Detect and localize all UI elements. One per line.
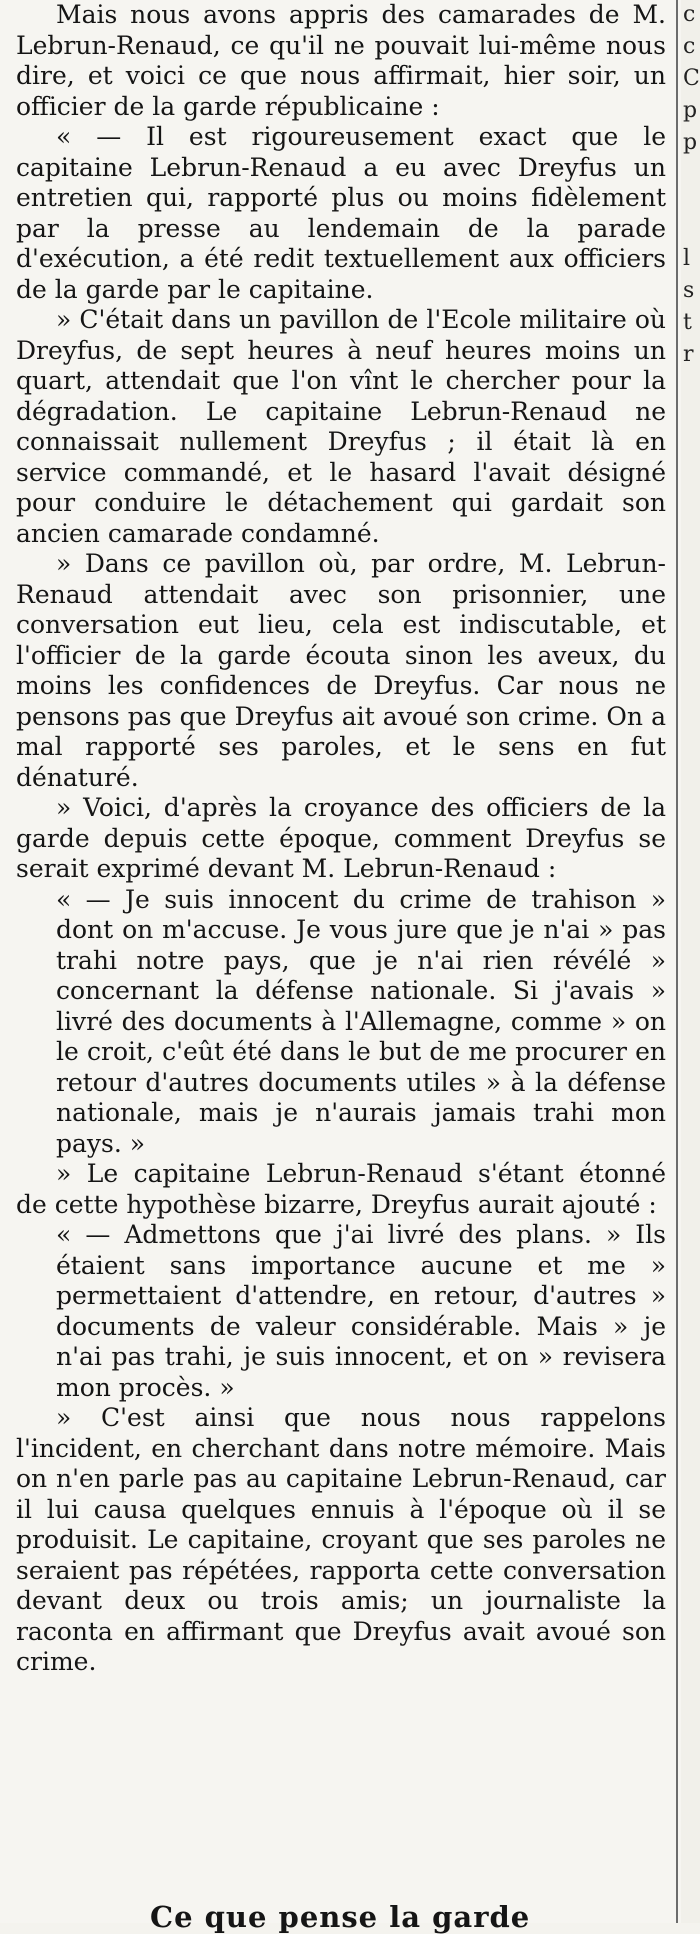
edge-letter: p xyxy=(683,98,698,123)
next-section-heading: Ce que pense la garde xyxy=(150,1900,531,1934)
edge-letter: t xyxy=(683,310,692,335)
quote-1 xyxy=(16,885,666,1160)
paragraph-3: » C'était dans un pavillon de l'Ecole militaire où Dreyfus, de sept heures à neuf heures moins un quart, attendait que l'on vînt le chercher pour la dégradation. Le capitaine Lebrun-Renaud ne connaissait nullement Dreyfus ; il était là en service commandé, et le hasard l'avait désigné pour conduire le détachement qui gardait son ancien camarade condamné. xyxy=(16,305,666,548)
quote-2 xyxy=(16,1220,666,1403)
quote-1-text: « — Je suis innocent du crime de trahison » dont on m'accuse. Je vous jure que je n'ai » pas trahi notre pays, que je n'ai rien révélé » concernant la défense nationale. Si j'avais » livré des documents à l'Allemagne, comme » on le croit, c'eût été dans le but de me procurer en retour d'autres documents utiles » à la défense nationale, mais je n'aurais jamais trahi mon pays. » xyxy=(56,884,666,1158)
paragraph-4: » Dans ce pavillon où, par ordre, M. Lebrun-Renaud attendait avec son prisonnier, une conversation eut lieu, cela est indiscutable, et l'officier de la garde écouta sinon les aveux, du moins les confidences de Dreyfus. Car nous ne pensons pas que Dreyfus ait avoué son crime. On a mal rapporté ses paroles, et le sens en fut dénaturé. xyxy=(16,549,666,792)
edge-letter: c xyxy=(683,2,696,27)
column-rule xyxy=(676,0,678,1923)
article-column xyxy=(16,0,666,1678)
edge-letter: r xyxy=(683,342,694,367)
edge-letter: c xyxy=(683,34,696,59)
adjacent-column-edge xyxy=(681,0,700,1923)
edge-letter: p xyxy=(683,130,698,155)
paragraph-1: Mais nous avons appris des camarades de M. Lebrun-Renaud, ce qu'il ne pouvait lui-même nous dire, et voici ce que nous affirmait, hier soir, un officier de la garde républicaine : xyxy=(16,0,666,121)
paragraph-5: » Voici, d'après la croyance des officiers de la garde depuis cette époque, comment Dreyfus se serait exprimé devant M. Lebrun-Renaud : xyxy=(16,793,666,883)
paragraph-2: « — Il est rigoureusement exact que le capitaine Lebrun-Renaud a eu avec Dreyfus un entretien qui, rapporté plus ou moins fidèlement par la presse au lendemain de la parade d'exécution, a été redit textuellement aux officiers de la garde par le capitaine. xyxy=(16,122,666,304)
edge-letter: s xyxy=(683,278,695,303)
edge-letter: C xyxy=(683,66,700,91)
paragraph-7: » C'est ainsi que nous nous rappelons l'incident, en cherchant dans notre mémoire. Mais on n'en parle pas au capitaine Lebrun-Renaud, car il lui causa quelques ennuis à l'époque où il se produisit. Le capitaine, croyant que ses paroles ne seraient pas répétées, rapporta cette conversation devant deux ou trois amis; un journaliste la raconta en affirmant que Dreyfus avait avoué son crime. xyxy=(16,1403,666,1676)
edge-letter: l xyxy=(683,246,691,271)
quote-2-text: « — Admettons que j'ai livré des plans. » Ils étaient sans importance aucune et me » permettaient d'attendre, en retour, d'autres » documents de valeur considérable. Mais » je n'ai pas trahi, je suis innocent, et on » revisera mon procès. » xyxy=(56,1220,666,1402)
paragraph-6: » Le capitaine Lebrun-Renaud s'étant étonné de cette hypothèse bizarre, Dreyfus aurait ajouté : xyxy=(16,1159,666,1219)
